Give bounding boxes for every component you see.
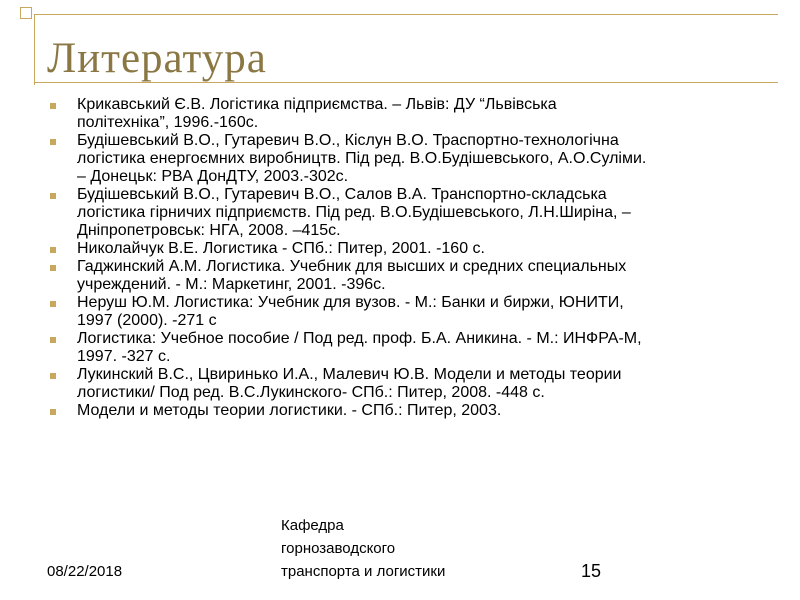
reference-text: [77, 96, 760, 132]
reference-line: Будішевський В.О., Гутаревич В.О., Салов В.А. Транспортно-складська: [77, 186, 607, 203]
reference-line: Крикавський Є.В. Логістика підприємства. – Львів: ДУ “Львівська: [77, 96, 557, 113]
reference-text: [77, 366, 760, 402]
reference-text: [77, 330, 760, 366]
reference-item: [50, 366, 760, 402]
reference-line: Модели и методы теории логистики. - СПб.: Питер, 2003.: [77, 402, 502, 419]
reference-text: [77, 186, 760, 240]
footer-department-line: транспорта и логистики: [281, 563, 446, 580]
reference-text: [77, 294, 760, 330]
decorative-side-rule: [34, 14, 35, 85]
footer-department-line: горнозаводского: [281, 540, 396, 557]
square-bullet-icon: [50, 247, 56, 253]
page-number: 15: [581, 561, 602, 581]
reference-text: [77, 402, 760, 420]
reference-line: – Донецьк: РВА ДонДТУ, 2003.-302с.: [77, 168, 349, 185]
reference-line: 1997 (2000). -271 с: [77, 312, 217, 329]
square-bullet-icon: [50, 193, 56, 199]
footer-department: [281, 514, 511, 583]
decorative-top-rule: [34, 14, 778, 15]
reference-line: Гаджинский А.М. Логистика. Учебник для высших и средних специальных: [77, 258, 627, 275]
reference-item: [50, 258, 760, 294]
reference-line: Логистика: Учебное пособие / Под ред. проф. Б.А. Аникина. - М.: ИНФРА-М,: [77, 330, 642, 347]
reference-line: Неруш Ю.М. Логистика: Учебник для вузов. - М.: Банки и биржи, ЮНИТИ,: [77, 294, 624, 311]
reference-line: Лукинский В.С., Цвиринько И.А., Малевич Ю.В. Модели и методы теории: [77, 366, 622, 383]
square-bullet-icon: [50, 373, 56, 379]
reference-line: логістика енергоємних виробництв. Під ред. В.О.Будішевського, А.О.Суліми.: [77, 150, 647, 167]
reference-item: [50, 96, 760, 132]
square-bullet-icon: [50, 103, 56, 109]
reference-text: [77, 258, 760, 294]
reference-line: Будішевський В.О., Гутаревич В.О., Кіслун В.О. Траспортно-технологічна: [77, 132, 619, 149]
reference-item: [50, 402, 760, 420]
square-bullet-icon: [50, 301, 56, 307]
footer-date: 08/22/2018: [47, 563, 123, 580]
title-divider: [34, 82, 778, 83]
square-bullet-icon: [50, 409, 56, 415]
reference-line: учреждений. - М.: Маркетинг, 2001. -396с.: [77, 276, 386, 293]
reference-text: [77, 240, 760, 258]
reference-item: [50, 132, 760, 186]
slide-title: Литература: [47, 35, 267, 82]
square-bullet-icon: [50, 265, 56, 271]
reference-line: політехніка”, 1996.-160с.: [77, 114, 259, 131]
footer-department-line: Кафедра: [281, 517, 344, 534]
square-bullet-icon: [50, 337, 56, 343]
reference-item: [50, 330, 760, 366]
reference-item: [50, 240, 760, 258]
reference-line: логистики/ Под ред. В.С.Лукинского- СПб.: Питер, 2008. -448 с.: [77, 384, 545, 401]
reference-line: Николайчук В.Е. Логистика - СПб.: Питер, 2001. -160 с.: [77, 240, 485, 257]
reference-line: логістика гірничих підприємств. Під ред. В.О.Будішевського, Л.Н.Ширіна, –: [77, 204, 631, 221]
reference-item: [50, 186, 760, 240]
reference-text: [77, 132, 760, 186]
reference-line: Дніпропетровськ: НГА, 2008. –415с.: [77, 222, 341, 239]
decorative-corner-mark: [20, 7, 32, 19]
square-bullet-icon: [50, 139, 56, 145]
reference-item: [50, 294, 760, 330]
reference-line: 1997. -327 с.: [77, 348, 171, 365]
reference-list: [50, 96, 760, 420]
